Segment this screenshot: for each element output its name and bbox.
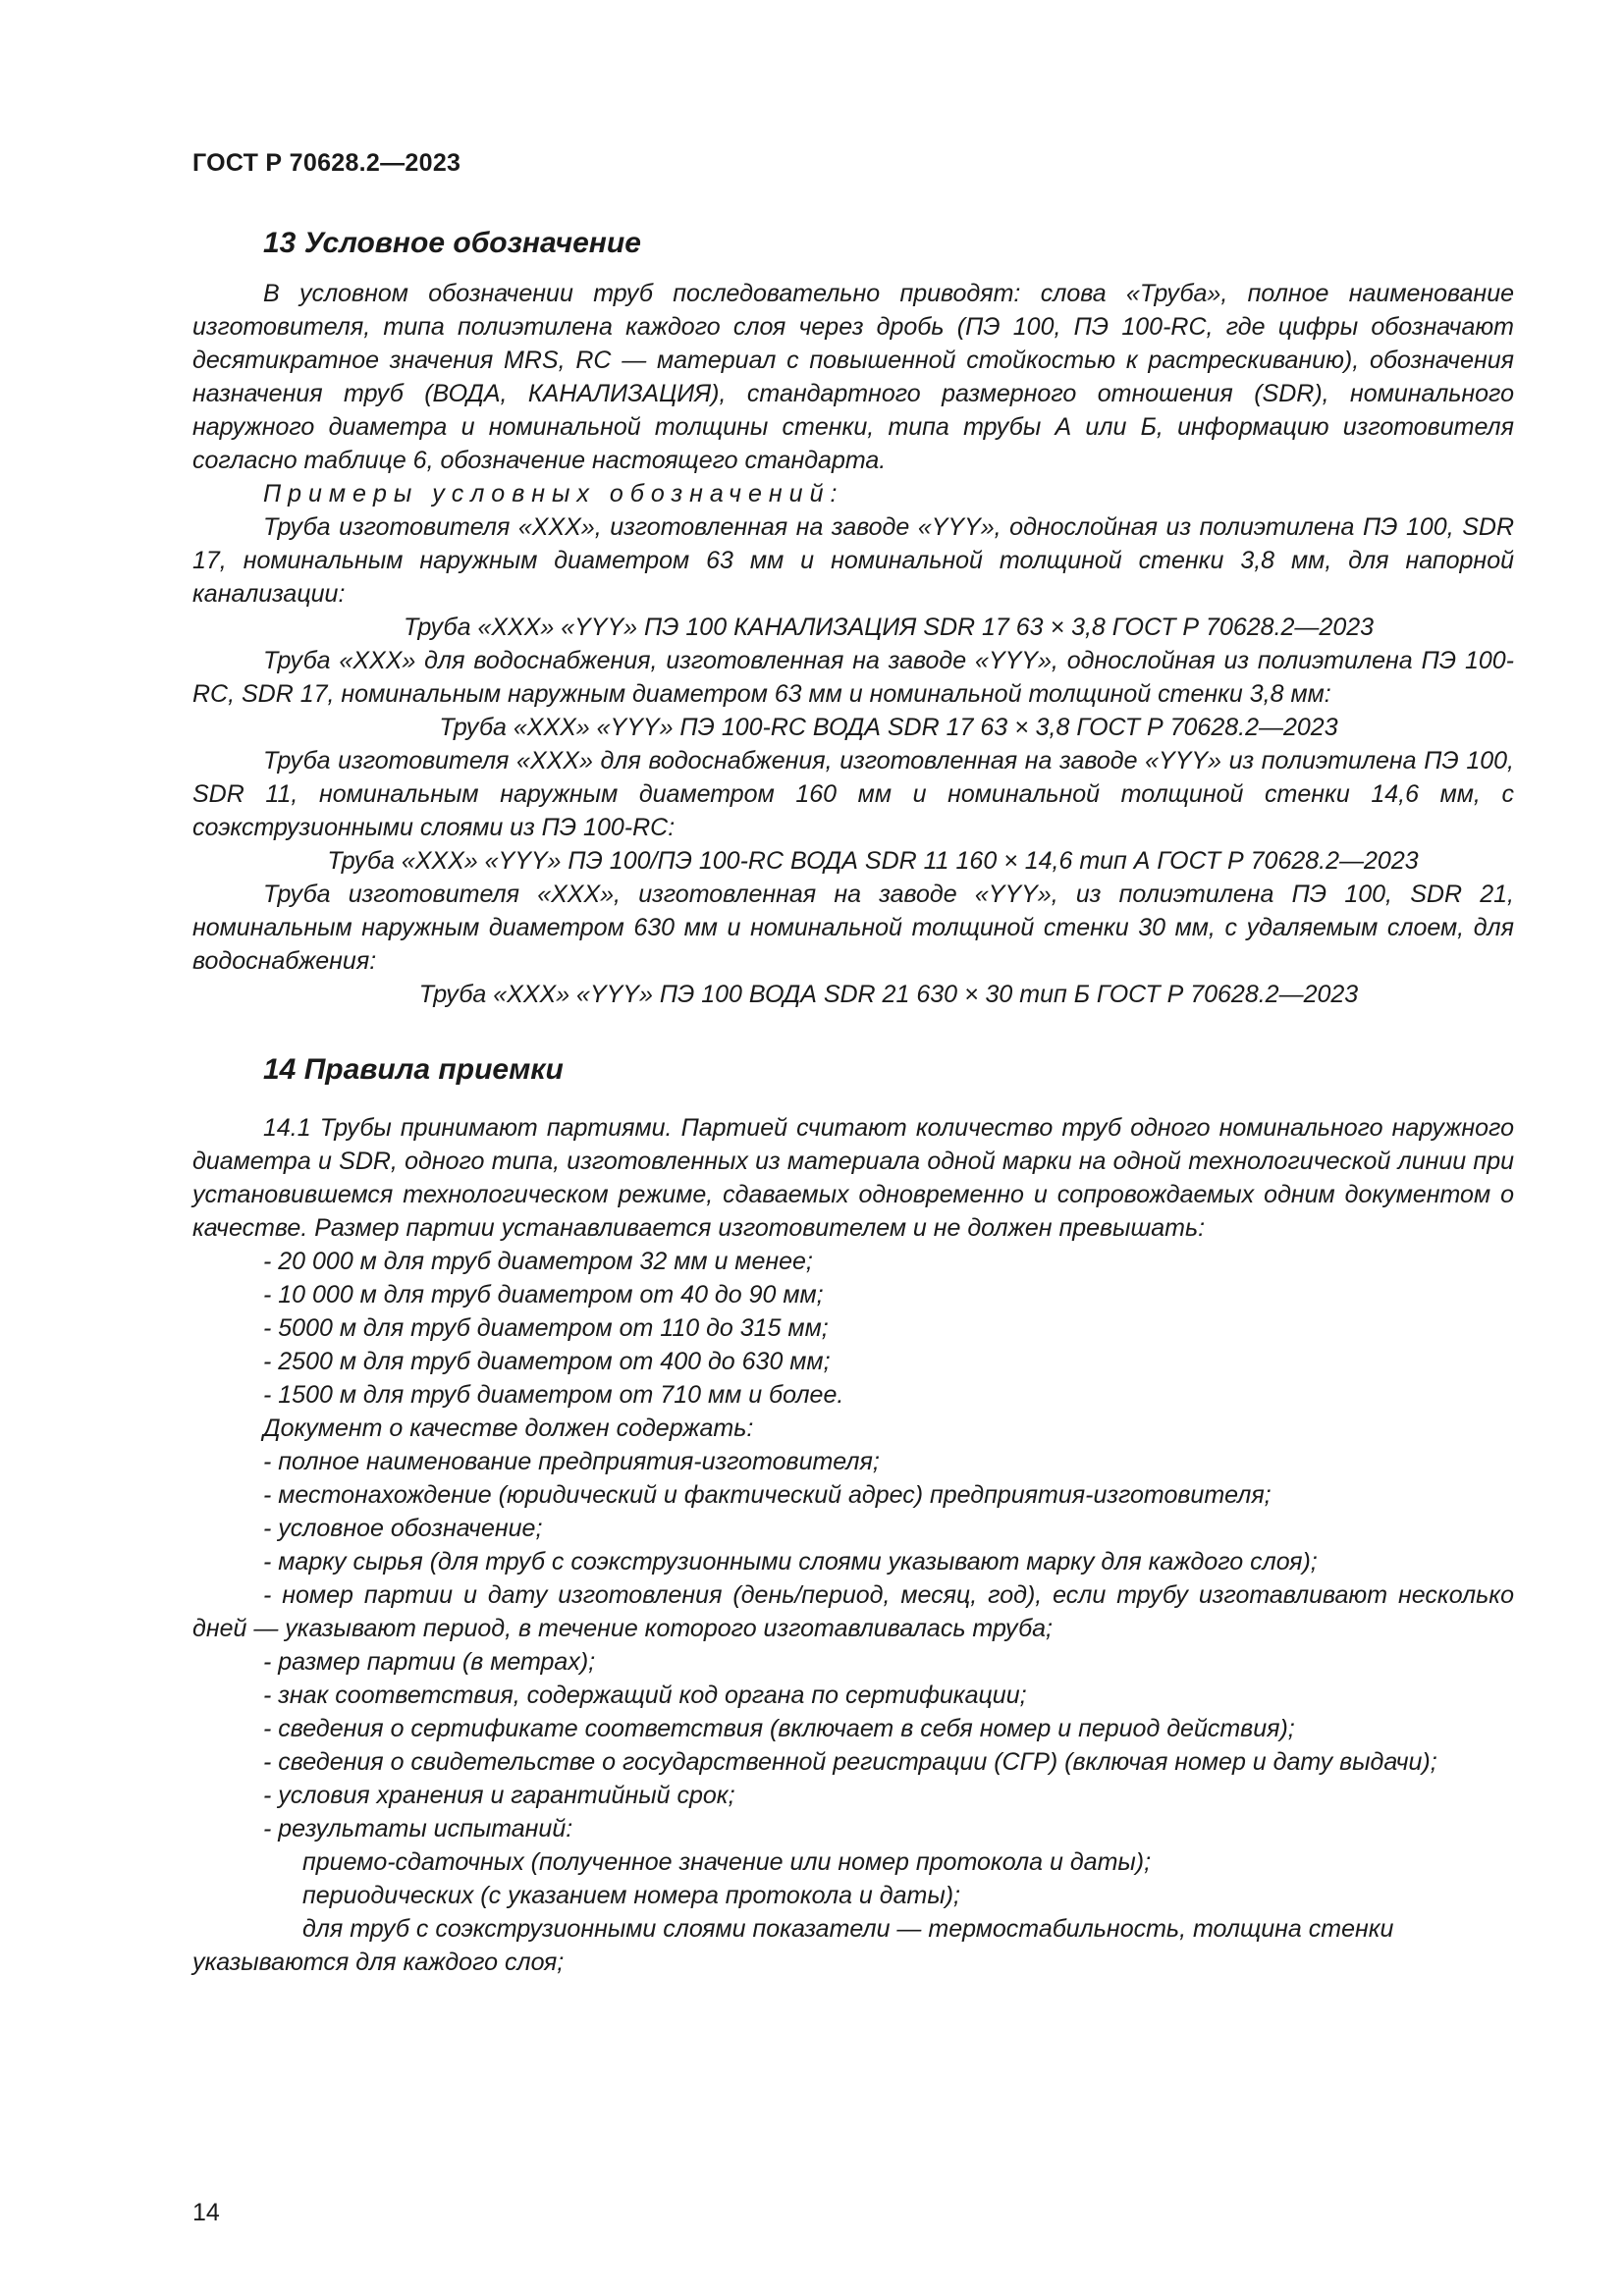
example-1-designation: Труба «XXX» «YYY» ПЭ 100 КАНАЛИЗАЦИЯ SDR 17 63 × 3,8 ГОСТ Р 70628.2—2023: [403, 614, 1375, 641]
section-13-intro: В условном обозначении труб последовательно приводят: слова «Труба», полное наименование изготовителя, типа полиэтилена каждого слоя через дробь (ПЭ 100, ПЭ 100-RC, где цифры обозначают десятикратное значения MRS, RC — материал с повышенной стойкостью к растрескиванию), обозначения назначения труб (ВОДА, КАНАЛИЗАЦИЯ), стандартного размерного отношения (SDR), номинального наружного диаметра и номинальной толщины стенки, типа трубы А или Б, информацию изготовителя согласно таблице 6, обозначение настоящего стандарта.: [192, 280, 1514, 474]
quality-doc-item: - условия хранения и гарантийный срок;: [263, 1782, 735, 1809]
test-result-item: периодических (с указанием номера протокола и даты);: [302, 1882, 960, 1909]
quality-doc-item: - номер партии и дату изготовления (день/период, месяц, год), если трубу изготавливают несколько дней — указывают период, в течение которого изготавливалась труба;: [192, 1581, 1514, 1642]
example-3-designation: Труба «XXX» «YYY» ПЭ 100/ПЭ 100-RC ВОДА SDR 11 160 × 14,6 тип А ГОСТ Р 70628.2—2023: [327, 847, 1419, 875]
example-2-designation: Труба «XXX» «YYY» ПЭ 100-RC ВОДА SDR 17 63 × 3,8 ГОСТ Р 70628.2—2023: [439, 714, 1338, 741]
quality-doc-intro: Документ о качестве должен содержать:: [263, 1415, 754, 1442]
section-14-title: 14 Правила приемки: [263, 1053, 564, 1086]
clause-14-1: 14.1 Трубы принимают партиями. Партией считают количество труб одного номинального наружного диаметра и SDR, одного типа, изготовленных из материала одной марки на одной технологической линии при установившемся технологическом режиме, сдаваемых одновременно и сопровождаемых одним документом о качестве. Размер партии устанавливается изготовителем и не должен превышать:: [192, 1114, 1514, 1242]
example-4-designation: Труба «XXX» «YYY» ПЭ 100 ВОДА SDR 21 630 × 30 тип Б ГОСТ Р 70628.2—2023: [418, 981, 1359, 1008]
quality-doc-item: - местонахождение (юридический и фактический адрес) предприятия-изготовителя;: [263, 1481, 1272, 1509]
quality-doc-item: - полное наименование предприятия-изготовителя;: [263, 1448, 880, 1475]
document-code: ГОСТ Р 70628.2—2023: [192, 149, 461, 177]
test-result-item: приемо-сдаточных (полученное значение или номер протокола и даты);: [302, 1848, 1152, 1876]
lot-size-item: - 20 000 м для труб диаметром 32 мм и менее;: [263, 1248, 813, 1275]
quality-doc-item: - размер партии (в метрах);: [263, 1648, 596, 1676]
lot-size-item: - 10 000 м для труб диаметром от 40 до 90 мм;: [263, 1281, 824, 1308]
quality-doc-item: - сведения о свидетельстве о государственной регистрации (СГР) (включая номер и дату выдачи);: [263, 1748, 1437, 1776]
quality-doc-item: - сведения о сертификате соответствия (включает в себя номер и период действия);: [263, 1715, 1295, 1742]
page-number: 14: [192, 2199, 220, 2226]
quality-doc-item: - условное обозначение;: [263, 1515, 543, 1542]
lot-size-item: - 1500 м для труб диаметром от 710 мм и более.: [263, 1381, 844, 1409]
example-2-description: Труба «XXX» для водоснабжения, изготовленная на заводе «YYY», однослойная из полиэтилена ПЭ 100-RC, SDR 17, номинальным наружным диаметром 63 мм и номинальной толщиной стенки 3,8 мм:: [192, 647, 1514, 708]
quality-doc-item: - результаты испытаний:: [263, 1815, 573, 1842]
examples-label: Примеры условных обозначений:: [263, 480, 844, 507]
section-13-title: 13 Условное обозначение: [263, 227, 641, 259]
coextrusion-note: для труб с соэкструзионными слоями показатели — термостабильность, толщина стенки указываются для каждого слоя;: [192, 1915, 1394, 1976]
quality-doc-item: - знак соответствия, содержащий код органа по сертификации;: [263, 1682, 1027, 1709]
page-content: [192, 224, 1514, 1979]
lot-size-item: - 2500 м для труб диаметром от 400 до 630 мм;: [263, 1348, 831, 1375]
quality-doc-item: - марку сырья (для труб с соэкструзионными слоями указывают марку для каждого слоя);: [263, 1548, 1318, 1575]
example-3-description: Труба изготовителя «XXX» для водоснабжения, изготовленная на заводе «YYY» из полиэтилена ПЭ 100, SDR 11, номинальным наружным диаметром 160 мм и номинальной толщиной стенки 14,6 мм, с соэкструзионными слоями из ПЭ 100-RC:: [192, 747, 1514, 841]
example-4-description: Труба изготовителя «XXX», изготовленная на заводе «YYY», из полиэтилена ПЭ 100, SDR 21, номинальным наружным диаметром 630 мм и номинальной толщиной стенки 30 мм, с удаляемым слоем, для водоснабжения:: [192, 881, 1514, 975]
example-1-description: Труба изготовителя «XXX», изготовленная на заводе «YYY», однослойная из полиэтилена ПЭ 100, SDR 17, номинальным наружным диаметром 63 мм и номинальной толщиной стенки 3,8 мм, для напорной канализации:: [192, 513, 1514, 608]
lot-size-item: - 5000 м для труб диаметром от 110 до 315 мм;: [263, 1314, 829, 1342]
